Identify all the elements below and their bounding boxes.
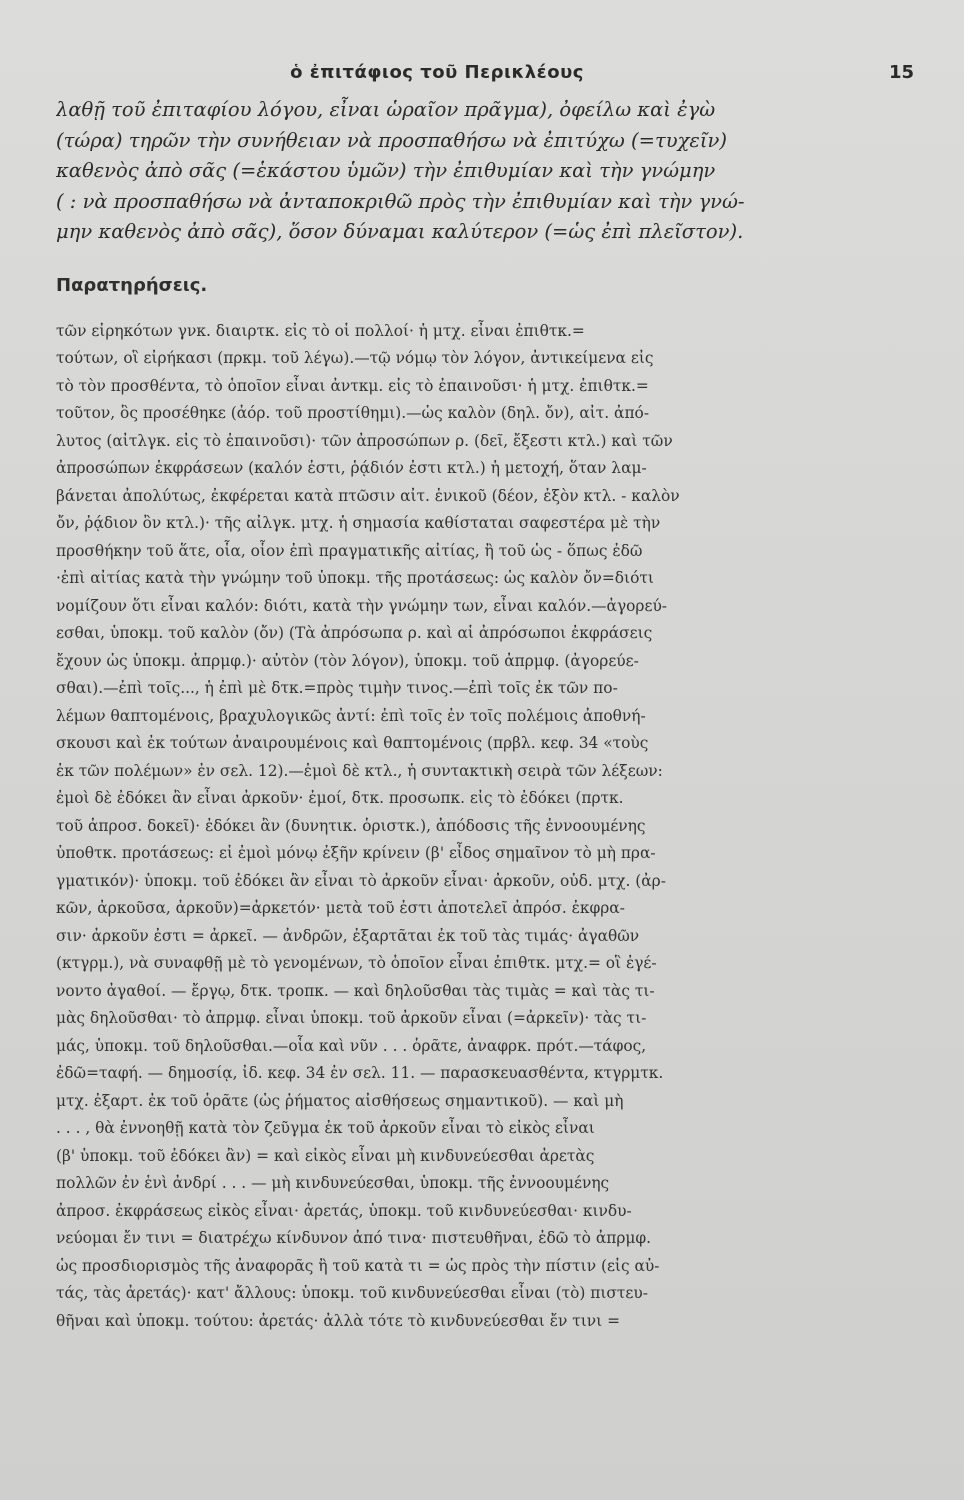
notes-line: τῶν εἰρηκότων γνκ. διαιρτκ. εἰς τὸ οἱ πολλοί· ἡ μτχ. εἶναι ἐπιθτκ.=: [56, 321, 585, 340]
main-text-line: ( : νὰ προσπαθήσω νὰ ἀνταποκριθῶ πρὸς τὴν ἐπιθυμίαν καὶ τὴν γνώ-: [56, 189, 745, 213]
main-text-line: μην καθενὸς ἀπὸ σᾶς), ὅσον δύναμαι καλύτερον (=ὡς ἐπὶ πλεῖστον).: [56, 220, 744, 243]
notes-line: προσθήκην τοῦ ἅτε, οἷα, οἷον ἐπὶ πραγματικῆς αἰτίας, ἢ τοῦ ὡς - ὅπως ἐδῶ: [56, 541, 643, 560]
main-text-line: λαθῇ τοῦ ἐπιταφίου λόγου, εἶναι ὡραῖον πρᾶγμα), ὀφείλω καὶ ἐγὼ: [56, 98, 716, 121]
notes-line: θῆναι καὶ ὑποκμ. τούτου: ἀρετάς· ἀλλὰ τότε τὸ κινδυνεύεσθαι ἔν τινι =: [56, 1311, 620, 1330]
notes-line: σθαι).—ἐπὶ τοῖς..., ἡ ἐπὶ μὲ δτκ.=πρὸς τιμὴν τινος.—ἐπὶ τοῖς ἐκ τῶν πο-: [56, 679, 618, 697]
notes-line: τὸ τὸν προσθέντα, τὸ ὁποῖον εἶναι ἀντκμ. εἰς τὸ ἐπαινοῦσι· ἡ μτχ. ἐπιθτκ.=: [56, 376, 649, 395]
notes-line: κῶν, ἀρκοῦσα, ἀρκοῦν)=ἀρκετόν· μετὰ τοῦ ἐστι ἀποτελεῖ ἀπρόσ. ἐκφρα-: [56, 899, 625, 917]
notes-line: ·ἐπὶ αἰτίας κατὰ τὴν γνώμην τοῦ ὑποκμ. τῆς προτάσεως: ὡς καλὸν ὄν=διότι: [56, 569, 654, 587]
notes-line: (κτγρμ.), νὰ συναφθῇ μὲ τὸ γενομένων, τὸ ὁποῖον εἶναι ἐπιθτκ. μτχ.= οἳ ἐγέ-: [56, 954, 657, 972]
main-text-line: καθενὸς ἀπὸ σᾶς (=ἑκάστου ὑμῶν) τὴν ἐπιθυμίαν καὶ τὴν γνώμην: [56, 159, 716, 182]
notes-line: τούτων, οἳ εἰρήκασι (πρκμ. τοῦ λέγω).—τῷ νόμῳ τὸν λόγον, ἀντικείμενα εἰς: [56, 349, 654, 367]
notes-line: τάς, τὰς ἀρετάς)· κατ' ἄλλους: ὑποκμ. τοῦ κινδυνεύεσθαι εἶναι (τὸ) πιστευ-: [56, 1284, 648, 1302]
section-heading: Παρατηρήσεις.: [56, 274, 208, 296]
main-text-line: (τώρα) τηρῶν τὴν συνήθειαν νὰ προσπαθήσω νὰ ἐπιτύχω (=τυχεῖν): [56, 128, 727, 152]
page-number: 15: [888, 62, 914, 83]
page-content: [56, 95, 816, 1335]
notes-line: ὡς προσδιορισμὸς τῆς ἀναφορᾶς ἢ τοῦ κατὰ τι = ὡς πρὸς τὴν πίστιν (εἰς αὐ-: [56, 1256, 660, 1275]
notes-line: μτχ. ἐξαρτ. ἐκ τοῦ ὁρᾶτε (ὡς ῥήματος αἰσθήσεως σημαντικοῦ). — καὶ μὴ: [56, 1091, 624, 1110]
notes-line: βάνεται ἀπολύτως, ἐκφέρεται κατὰ πτῶσιν αἰτ. ἑνικοῦ (δέον, ἐξὸν κτλ. - καλὸν: [56, 486, 680, 505]
notes-line: ἐμοὶ δὲ ἐδόκει ἂν εἶναι ἀρκοῦν· ἐμοί, δτκ. προσωπκ. εἰς τὸ ἐδόκει (πρτκ.: [56, 789, 624, 807]
notes-line: πολλῶν ἐν ἑνὶ ἀνδρί . . . — μὴ κινδυνεύεσθαι, ὑποκμ. τῆς ἐννοουμένης: [56, 1174, 610, 1192]
notes-line: ὑποθτκ. προτάσεως: εἰ ἐμοὶ μόνῳ ἐξῆν κρίνειν (β' εἶδος σημαῖνον τὸ μὴ πρα-: [56, 844, 656, 862]
notes-line: . . . , θὰ ἐννοηθῇ κατὰ τὸν ζεῦγμα ἐκ τοῦ ἀρκοῦν εἶναι τὸ εἰκὸς εἶναι: [56, 1119, 595, 1137]
notes-line: λέμων θαπτομένοις, βραχυλογικῶς ἀντί: ἐπὶ τοῖς ἐν τοῖς πολέμοις ἀποθνή-: [56, 706, 646, 725]
notes-line: σκουσι καὶ ἐκ τούτων ἀναιρουμένοις καὶ θαπτομένοις (πρβλ. κεφ. 34 «τοὺς: [56, 734, 649, 752]
notes-line: ἔχουν ὡς ὑποκμ. ἀπρμφ.)· αὐτὸν (τὸν λόγον), ὑποκμ. τοῦ ἀπρμφ. (ἀγορεύε-: [56, 651, 639, 670]
notes-line: γματικόν)· ὑποκμ. τοῦ ἐδόκει ἂν εἶναι τὸ ἀρκοῦν εἶναι· ἀρκοῦν, οὐδ. μτχ. (ἀρ-: [56, 871, 666, 890]
notes-line: (β' ὑποκμ. τοῦ ἐδόκει ἂν) = καὶ εἰκὸς εἶναι μὴ κινδυνεύεσθαι ἀρετὰς: [56, 1146, 595, 1165]
notes-line: ἐδῶ=ταφή. — δημοσίᾳ, ἰδ. κεφ. 34 ἐν σελ. 11. — παρασκευασθέντα, κτγρμτκ.: [56, 1064, 664, 1082]
notes-line: νοντο ἀγαθοί. — ἔργῳ, δτκ. τροπκ. — καὶ δηλοῦσθαι τὰς τιμὰς = καὶ τὰς τι-: [56, 981, 655, 1000]
page-header: [48, 62, 914, 90]
notes-line: μὰς δηλοῦσθαι· τὸ ἀπρμφ. εἶναι ὑποκμ. τοῦ ἀρκοῦν εἶναι (=ἀρκεῖν)· τὰς τι-: [56, 1009, 647, 1027]
notes-block: [56, 318, 816, 1336]
notes-line: σιν· ἀρκοῦν ἐστι = ἀρκεῖ. — ἀνδρῶν, ἐξαρτᾶται ἐκ τοῦ τὰς τιμάς· ἀγαθῶν: [56, 926, 640, 945]
notes-line: λυτος (αἰτλγκ. εἰς τὸ ἐπαινοῦσι)· τῶν ἀπροσώπων ρ. (δεῖ, ἔξεστι κτλ.) καὶ τῶν: [56, 431, 673, 450]
notes-line: μάς, ὑποκμ. τοῦ δηλοῦσθαι.—οἷα καὶ νῦν . . . ὁρᾶτε, ἀναφρκ. πρότ.—τάφος,: [56, 1036, 647, 1055]
running-title: ὁ ἐπιτάφιος τοῦ Περικλέους: [290, 62, 584, 83]
notes-line: εσθαι, ὑποκμ. τοῦ καλὸν (ὄν) (Τὰ ἀπρόσωπα ρ. καὶ αἱ ἀπρόσωποι ἐκφράσεις: [56, 624, 653, 642]
notes-line: ἀπροσ. ἐκφράσεως εἰκὸς εἶναι· ἀρετάς, ὑποκμ. τοῦ κινδυνεύεσθαι· κινδυ-: [56, 1201, 632, 1220]
notes-line: ὄν, ῥᾴδιον ὂν κτλ.)· τῆς αἰλγκ. μτχ. ἡ σημασία καθίσταται σαφεστέρα μὲ τὴν: [56, 514, 661, 532]
main-text-block: [56, 95, 816, 248]
notes-line: ἀπροσώπων ἐκφράσεων (καλόν ἐστι, ῥᾴδιόν ἐστι κτλ.) ἡ μετοχή, ὅταν λαμ-: [56, 459, 647, 477]
notes-line: νομίζουν ὅτι εἶναι καλόν: διότι, κατὰ τὴν γνώμην των, εἶναι καλόν.—ἀγορεύ-: [56, 596, 667, 615]
notes-line: τοῦ ἀπροσ. δοκεῖ)· ἐδόκει ἂν (δυνητικ. ὁριστκ.), ἀπόδοσις τῆς ἐννοουμένης: [56, 816, 646, 835]
notes-line: νεύομαι ἔν τινι = διατρέχω κίνδυνον ἀπό τινα· πιστευθῆναι, ἐδῶ τὸ ἀπρμφ.: [56, 1229, 652, 1247]
notes-line: ἐκ τῶν πολέμων» ἐν σελ. 12).—ἐμοὶ δὲ κτλ., ἡ συντακτικὴ σειρὰ τῶν λέξεων:: [56, 761, 663, 780]
notes-line: τοῦτον, ὃς προσέθηκε (ἀόρ. τοῦ προστίθημι).—ὡς καλὸν (δηλ. ὄν), αἰτ. ἀπό-: [56, 404, 650, 422]
